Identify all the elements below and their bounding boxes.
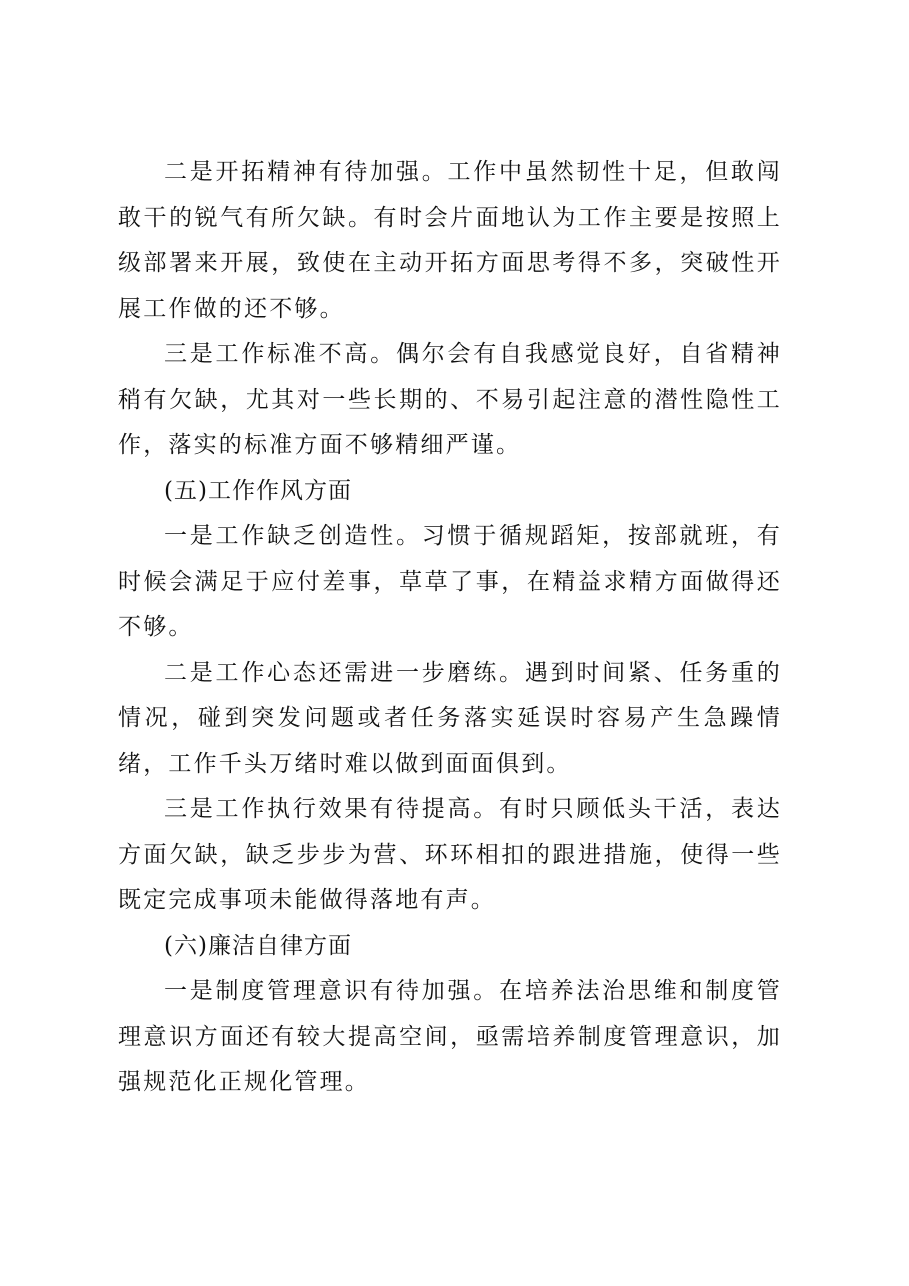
section-heading-integrity: (六)廉洁自律方面	[164, 932, 352, 959]
paragraph-institutional-management: 一是制度管理意识有待加强。在培养法治思维和制度管理意识方面还有较大提高空间，亟需培养制度管理意识，加强规范化正规化管理。	[118, 978, 782, 1095]
paragraph-work-mindset: 二是工作心态还需进一步磨练。遇到时间紧、任务重的情况，碰到突发问题或者任务落实延误时容易产生急躁情绪，工作千头万绪时难以做到面面俱到。	[118, 659, 782, 777]
paragraph-execution-effect: 三是工作执行效果有待提高。有时只顾低头干活，表达方面欠缺，缺乏步步为营、环环相扣的跟进措施，使得一些既定完成事项未能做得落地有声。	[118, 796, 782, 913]
document-body	[118, 150, 782, 1106]
paragraph-work-standards: 三是工作标准不高。偶尔会有自我感觉良好，自省精神稍有欠缺，尤其对一些长期的、不易引起注意的潜性隐性工作，落实的标准方面不够精细严谨。	[118, 341, 782, 458]
paragraph-pioneering-spirit: 二是开拓精神有待加强。工作中虽然韧性十足，但敢闯敢干的锐气有所欠缺。有时会片面地认为工作主要是按照上级部署来开展，致使在主动开拓方面思考得不多，突破性开展工作做的还不够。	[118, 159, 782, 322]
section-heading-work-style: (五)工作作风方面	[164, 477, 352, 504]
paragraph-lack-creativity: 一是工作缺乏创造性。习惯于循规蹈矩，按部就班，有时候会满足于应付差事，草草了事，在精益求精方面做得还不够。	[118, 523, 782, 640]
